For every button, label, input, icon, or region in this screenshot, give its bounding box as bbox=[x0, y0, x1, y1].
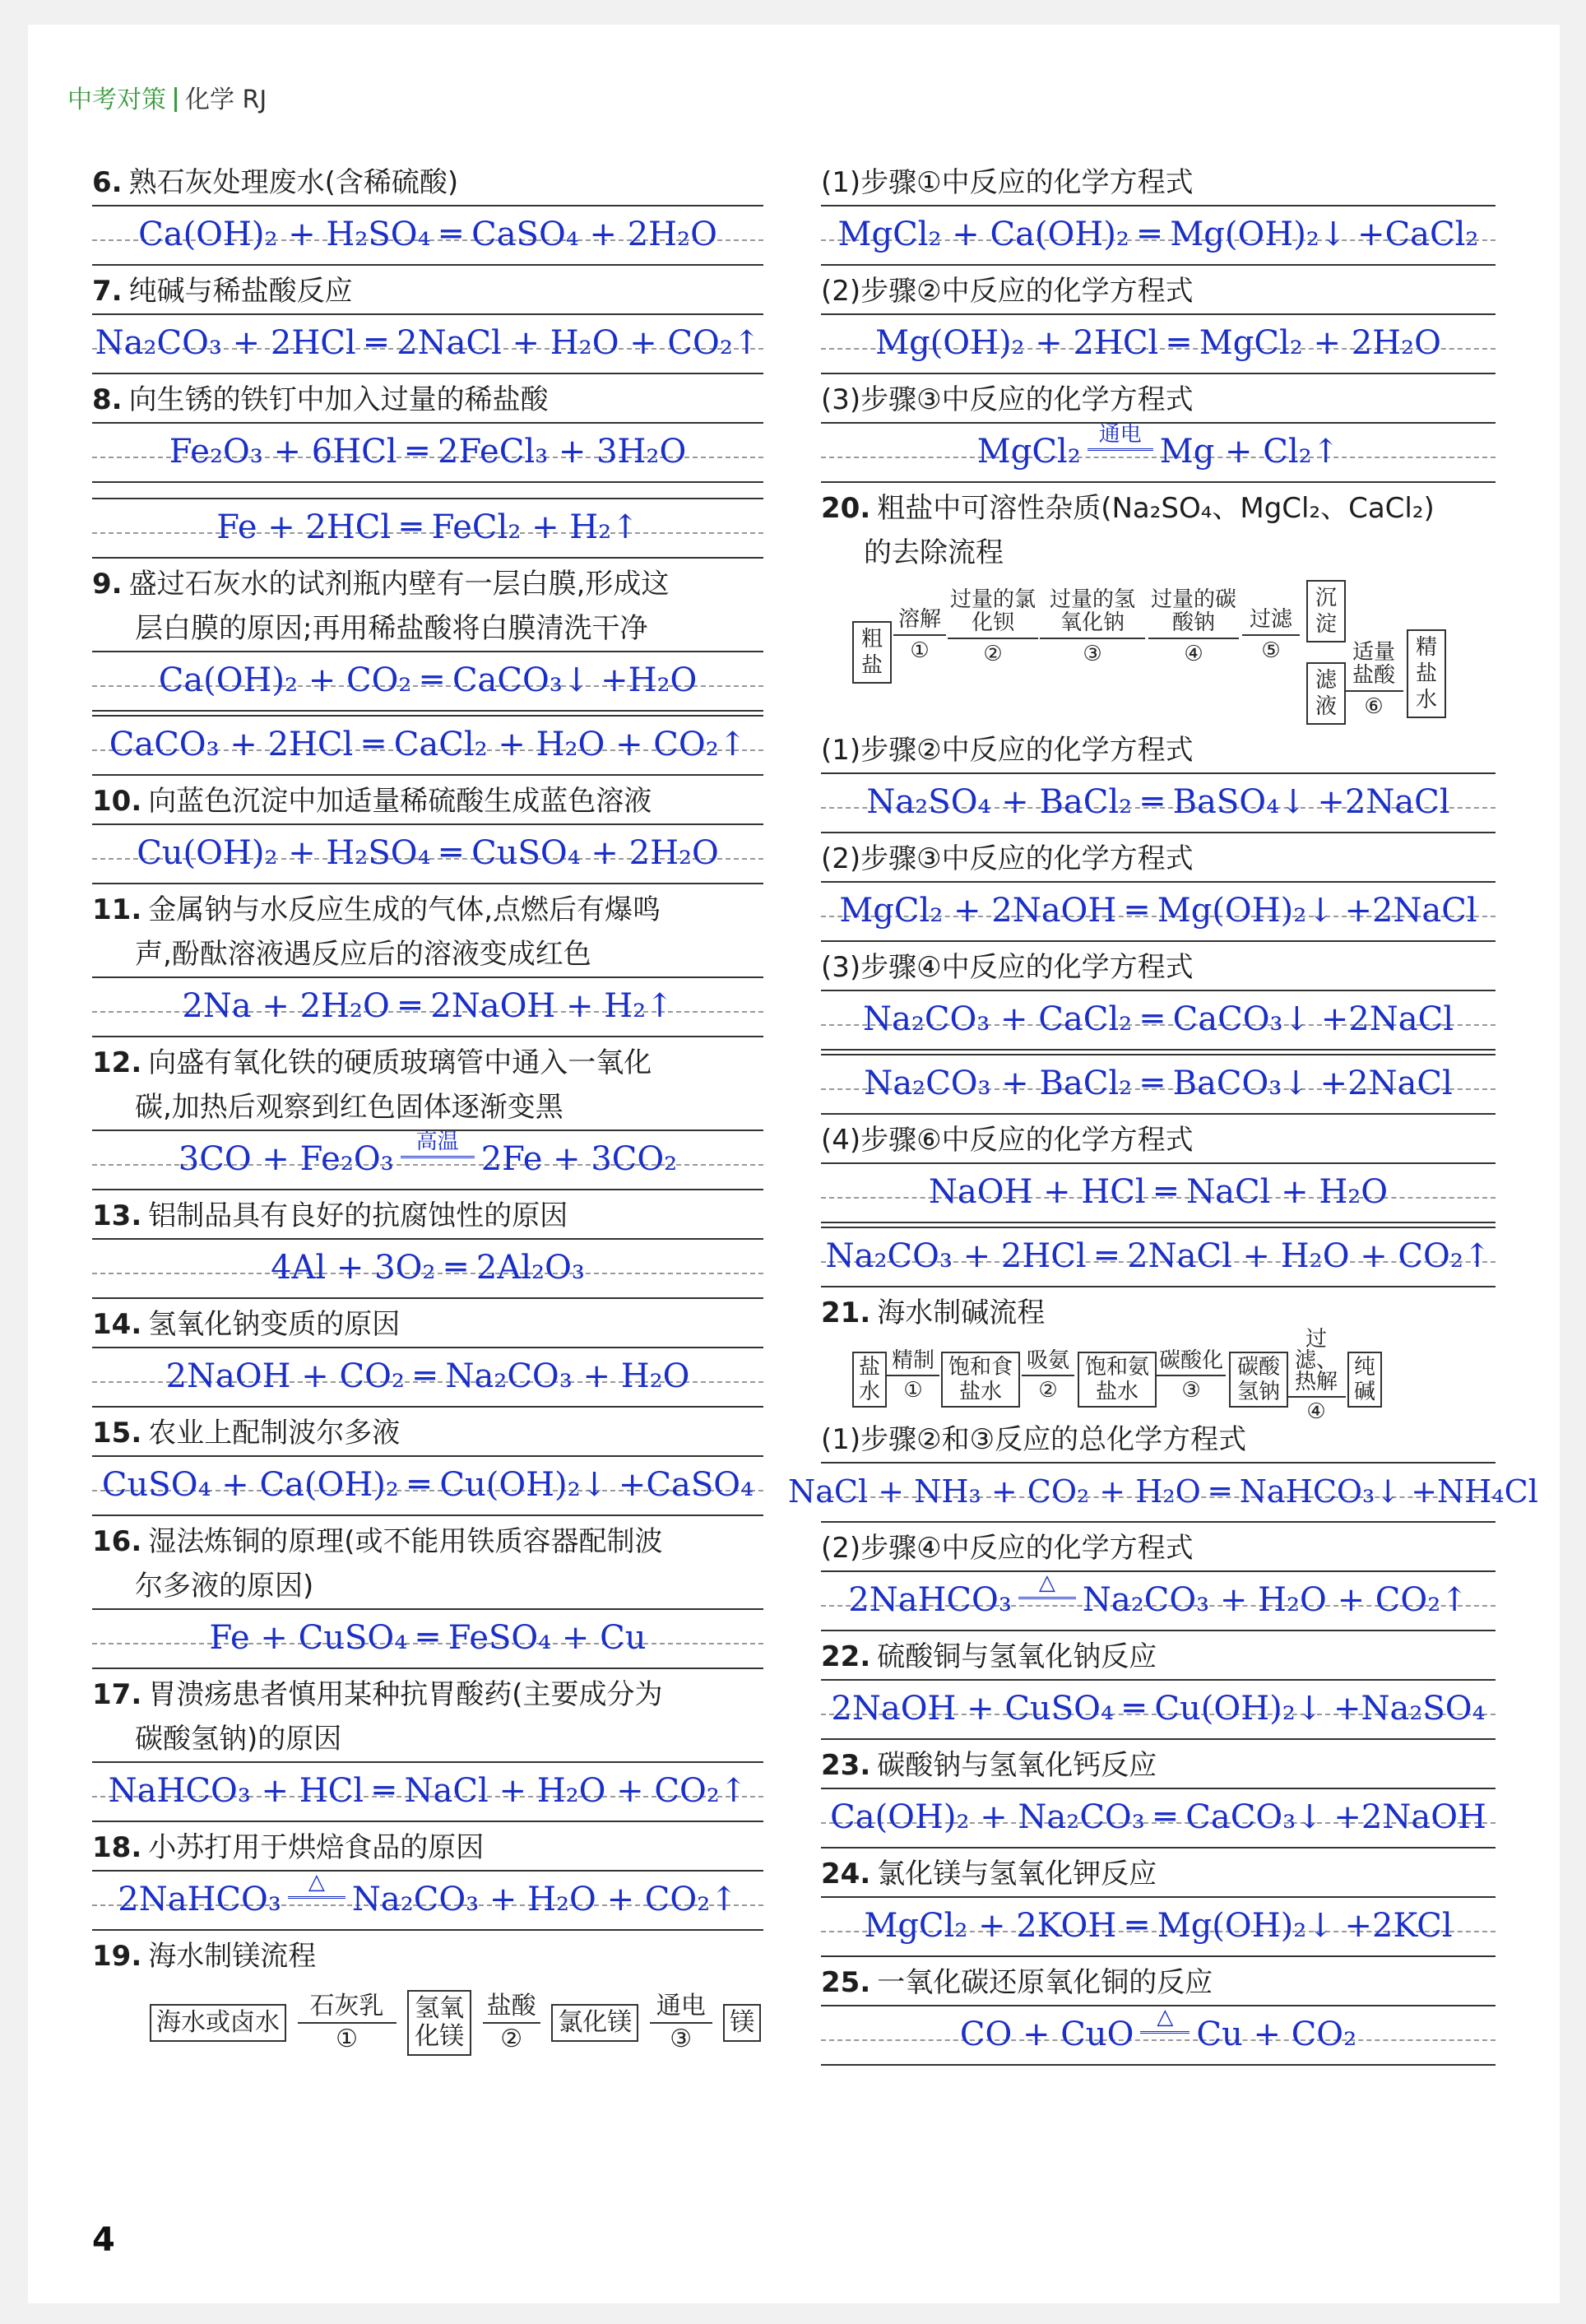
answer-line bbox=[92, 976, 763, 1037]
equation: Na₂CO₃ + 2HCl ═ 2NaCl + H₂O + CO₂↑ bbox=[825, 1237, 1491, 1275]
question-12-cont: 碳,加热后观察到红色固体逐渐变黑 bbox=[135, 1091, 563, 1124]
equation: Ca(OH)₂ + Na₂CO₃ ═ CaCO₃↓ +2NaOH bbox=[830, 1798, 1486, 1836]
equation: MgCl₂ + 2KOH ═ Mg(OH)₂↓ +2KCl bbox=[864, 1907, 1453, 1945]
flowchart-soda bbox=[821, 1327, 1496, 1424]
equation: MgCl₂ + Ca(OH)₂ ═ Mg(OH)₂↓ +CaCl₂ bbox=[837, 216, 1479, 253]
answer-line bbox=[92, 1608, 763, 1669]
answer-line bbox=[92, 1870, 763, 1931]
answer-line bbox=[92, 715, 763, 776]
question-9-cont: 层白膜的原因;再用稀盐酸将白膜清洗干净 bbox=[135, 612, 648, 645]
flow-box: 沉淀 bbox=[1306, 580, 1346, 642]
equation: Fe₂O₃ + 6HCl ═ 2FeCl₃ + 3H₂O bbox=[169, 433, 687, 471]
question-6: 6. 熟石灰处理废水(含稀硫酸) bbox=[92, 166, 459, 199]
answer-line bbox=[92, 1761, 763, 1822]
question-14: 14. 氢氧化钠变质的原因 bbox=[92, 1308, 401, 1341]
question-18: 18. 小苏打用于烘焙食品的原因 bbox=[92, 1831, 485, 1864]
equation: MgCl₂ 通电 Mg + Cl₂↑ bbox=[976, 422, 1340, 471]
condition-arrow: △ bbox=[1018, 1572, 1076, 1599]
equation: 2NaOH + CO₂ ═ Na₂CO₃ + H₂O bbox=[165, 1357, 690, 1395]
flow-arrow: 过量的氢氧化钠 ③ bbox=[1040, 588, 1145, 666]
equation: NaHCO₃ + HCl ═ NaCl + H₂O + CO₂↑ bbox=[108, 1772, 748, 1810]
equation: 4Al + 3O₂ ═ 2Al₂O₃ bbox=[271, 1249, 585, 1287]
question-20: 20. 粗盐中可溶性杂质(Na₂SO₄、MgCl₂、CaCl₂) bbox=[821, 492, 1435, 525]
flow-box: 粗盐 bbox=[852, 621, 892, 684]
equation: Na₂CO₃ + CaCl₂ ═ CaCO₃↓ +2NaCl bbox=[863, 1000, 1454, 1038]
answer-line bbox=[92, 1455, 763, 1516]
answer-line bbox=[821, 1788, 1496, 1849]
answer-line bbox=[821, 1227, 1496, 1287]
question-20-3: (3)步骤④中反应的化学方程式 bbox=[821, 951, 1194, 984]
flow-box: 氢氧化镁 bbox=[407, 1990, 471, 2056]
answer-line bbox=[92, 1238, 763, 1299]
question-10: 10. 向蓝色沉淀中加适量稀硫酸生成蓝色溶液 bbox=[92, 785, 652, 818]
question-11-cont: 声,酚酞溶液遇反应后的溶液变成红色 bbox=[135, 938, 591, 971]
question-13: 13. 铝制品具有良好的抗腐蚀性的原因 bbox=[92, 1199, 568, 1232]
equation: CO + CuO △ Cu + CO₂ bbox=[959, 2005, 1357, 2053]
question-9: 9. 盛过石灰水的试剂瓶内壁有一层白膜,形成这 bbox=[92, 568, 670, 601]
answer-line bbox=[92, 1347, 763, 1408]
flow-arrow: 吸氨 ② bbox=[1022, 1350, 1074, 1401]
question-11: 11. 金属钠与水反应生成的气体,点燃后有爆鸣 bbox=[92, 893, 661, 926]
answer-line bbox=[821, 1896, 1496, 1957]
question-20-4: (4)步骤⑥中反应的化学方程式 bbox=[821, 1124, 1194, 1157]
answer-line bbox=[92, 1130, 763, 1190]
equation: Ca(OH)₂ + H₂SO₄ ═ CaSO₄ + 2H₂O bbox=[138, 216, 717, 253]
equation: CuSO₄ + Ca(OH)₂ ═ Cu(OH)₂↓ +CaSO₄ bbox=[101, 1466, 754, 1504]
condition-arrow: 高温 bbox=[401, 1131, 475, 1158]
question-20-1: (1)步骤②中反应的化学方程式 bbox=[821, 734, 1194, 767]
condition-arrow: 通电 bbox=[1087, 424, 1153, 451]
question-21: 21. 海水制碱流程 bbox=[821, 1297, 1046, 1329]
equation: 2Na + 2H₂O ═ 2NaOH + H₂↑ bbox=[182, 987, 674, 1025]
question-17-cont: 碳酸氢钠)的原因 bbox=[135, 1723, 342, 1756]
question-15: 15. 农业上配制波尔多液 bbox=[92, 1417, 401, 1450]
flow-box: 饱和氨盐水 bbox=[1078, 1352, 1157, 1408]
question-12: 12. 向盛有氧化铁的硬质玻璃管中通入一氧化 bbox=[92, 1046, 652, 1079]
equation: Na₂SO₄ + BaCl₂ ═ BaSO₄↓ +2NaCl bbox=[866, 783, 1450, 821]
header-subject: 化学 RJ bbox=[185, 86, 267, 114]
question-19: 19. 海水制镁流程 bbox=[92, 1940, 317, 1973]
header-divider bbox=[174, 87, 177, 112]
question-23: 23. 碳酸钠与氢氧化钙反应 bbox=[821, 1749, 1157, 1782]
answer-line bbox=[821, 990, 1496, 1051]
flow-box: 碳酸氢钠 bbox=[1229, 1352, 1288, 1408]
flow-box: 氯化镁 bbox=[551, 2004, 638, 2042]
header-series: 中考对策 bbox=[67, 86, 166, 114]
equation: 2NaHCO₃ △ Na₂CO₃ + H₂O + CO₂↑ bbox=[118, 1870, 738, 1918]
flow-arrow: 过滤、热解 ④ bbox=[1287, 1329, 1346, 1422]
equation: Fe + CuSO₄ ═ FeSO₄ + Cu bbox=[209, 1619, 647, 1657]
question-7: 7. 纯碱与稀盐酸反应 bbox=[92, 275, 353, 308]
flow-arrow: 精制 ① bbox=[887, 1350, 939, 1401]
flow-arrow: 溶解 ① bbox=[893, 608, 946, 662]
flowchart-salt bbox=[821, 580, 1496, 728]
flow-box: 海水或卤水 bbox=[150, 2004, 286, 2042]
answer-line bbox=[821, 1162, 1496, 1223]
flow-arrow: 过量的氯化钡 ② bbox=[948, 588, 1038, 666]
answer-line bbox=[821, 1054, 1496, 1115]
answer-line bbox=[821, 772, 1496, 833]
equation: 3CO + Fe₂O₃ 高温 2Fe + 3CO₂ bbox=[178, 1130, 678, 1178]
question-19-1: (1)步骤①中反应的化学方程式 bbox=[821, 166, 1194, 199]
condition-arrow: △ bbox=[288, 1872, 345, 1899]
flow-box: 盐水 bbox=[852, 1352, 887, 1408]
condition-arrow: △ bbox=[1140, 2006, 1190, 2034]
left-column bbox=[92, 160, 763, 2056]
question-16: 16. 湿法炼铜的原理(或不能用铁质容器配制波 bbox=[92, 1525, 663, 1558]
right-column bbox=[788, 160, 1538, 2069]
question-20-2: (2)步骤③中反应的化学方程式 bbox=[821, 842, 1194, 875]
flowchart-magnesium bbox=[150, 1990, 763, 2056]
question-20-cont: 的去除流程 bbox=[864, 536, 1004, 569]
equation: NaOH + HCl ═ NaCl + H₂O bbox=[928, 1173, 1389, 1211]
equation: NaCl + NH₃ + CO₂ + H₂O ═ NaHCO₃↓ +NH₄Cl bbox=[788, 1473, 1538, 1510]
page-number: 4 bbox=[92, 2221, 115, 2259]
equation: Na₂CO₃ + BaCl₂ ═ BaCO₃↓ +2NaCl bbox=[864, 1065, 1453, 1102]
answer-line bbox=[92, 205, 763, 266]
answer-line bbox=[821, 1679, 1496, 1740]
answer-line bbox=[92, 313, 763, 374]
answer-line bbox=[821, 2005, 1496, 2066]
answer-line bbox=[821, 422, 1496, 483]
flow-arrow: 盐酸 ② bbox=[483, 1994, 540, 2052]
flow-box: 纯碱 bbox=[1347, 1352, 1382, 1408]
question-21-2: (2)步骤④中反应的化学方程式 bbox=[821, 1532, 1194, 1565]
flow-box: 饱和食盐水 bbox=[941, 1352, 1020, 1408]
question-19-3: (3)步骤③中反应的化学方程式 bbox=[821, 383, 1194, 416]
running-header bbox=[67, 79, 267, 115]
equation: 2NaHCO₃ △ Na₂CO₃ + H₂O + CO₂↑ bbox=[848, 1570, 1468, 1619]
equation: Mg(OH)₂ + 2HCl ═ MgCl₂ + 2H₂O bbox=[875, 324, 1441, 362]
answer-line bbox=[821, 205, 1496, 266]
answer-line bbox=[92, 823, 763, 884]
equation: Cu(OH)₂ + H₂SO₄ ═ CuSO₄ + 2H₂O bbox=[137, 834, 719, 872]
question-21-1: (1)步骤②和③反应的总化学方程式 bbox=[821, 1423, 1247, 1456]
question-24: 24. 氯化镁与氢氧化钾反应 bbox=[821, 1858, 1157, 1890]
answer-line bbox=[821, 881, 1496, 942]
equation: Ca(OH)₂ + CO₂ ═ CaCO₃↓ +H₂O bbox=[158, 661, 698, 699]
question-22: 22. 硫酸铜与氢氧化钠反应 bbox=[821, 1640, 1157, 1673]
flow-arrow: 石灰乳 ① bbox=[298, 1994, 396, 2052]
question-17: 17. 胃溃疡患者慎用某种抗胃酸药(主要成分为 bbox=[92, 1678, 663, 1711]
question-19-2: (2)步骤②中反应的化学方程式 bbox=[821, 275, 1194, 308]
equation: CaCO₃ + 2HCl ═ CaCl₂ + H₂O + CO₂↑ bbox=[109, 726, 747, 763]
equation: MgCl₂ + 2NaOH ═ Mg(OH)₂↓ +2NaCl bbox=[839, 892, 1477, 930]
answer-line bbox=[821, 1570, 1496, 1631]
flow-arrow: 过滤 ⑤ bbox=[1242, 608, 1300, 662]
flow-arrow: 通电 ③ bbox=[650, 1994, 712, 2052]
flow-arrow: 碳酸化 ③ bbox=[1157, 1350, 1226, 1401]
answer-line bbox=[92, 422, 763, 483]
flow-box: 滤液 bbox=[1306, 662, 1346, 725]
flow-box: 精盐水 bbox=[1407, 629, 1446, 718]
flow-arrow: 过量的碳酸钠 ④ bbox=[1148, 588, 1239, 666]
question-25: 25. 一氧化碳还原氧化铜的反应 bbox=[821, 1966, 1213, 1999]
equation: 2NaOH + CuSO₄ ═ Cu(OH)₂↓ +Na₂SO₄ bbox=[831, 1690, 1486, 1728]
flow-arrow: 适量盐酸 ⑥ bbox=[1344, 641, 1403, 718]
question-8: 8. 向生锈的铁钉中加入过量的稀盐酸 bbox=[92, 383, 549, 416]
answer-line bbox=[92, 651, 763, 712]
equation: Na₂CO₃ + 2HCl ═ 2NaCl + H₂O + CO₂↑ bbox=[95, 324, 761, 362]
answer-line bbox=[92, 498, 763, 559]
answer-line bbox=[821, 313, 1496, 374]
answer-line bbox=[788, 1462, 1538, 1523]
flow-box: 镁 bbox=[723, 2004, 761, 2042]
equation: Fe + 2HCl ═ FeCl₂ + H₂↑ bbox=[216, 508, 639, 546]
question-16-cont: 尔多液的原因) bbox=[135, 1570, 314, 1603]
